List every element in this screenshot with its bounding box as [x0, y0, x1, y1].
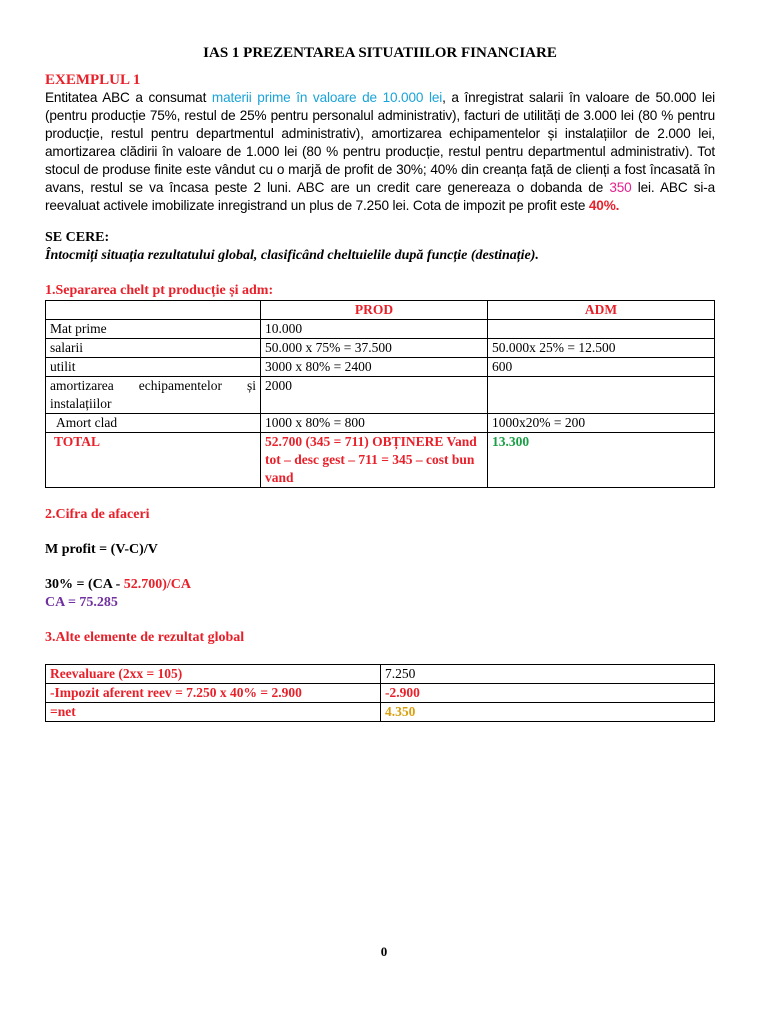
row-adm: 1000x20% = 200 — [488, 414, 715, 433]
ca-result: CA = 75.285 — [45, 595, 118, 610]
total-label: TOTAL — [46, 433, 261, 488]
header-cell-adm: ADM — [488, 301, 715, 320]
row-prod: 50.000 x 75% = 37.500 — [261, 339, 488, 358]
page-number: 0 — [380, 944, 388, 959]
net-label: =net — [46, 703, 381, 722]
row-prod: 3000 x 80% = 2400 — [261, 358, 488, 377]
global-result-table — [45, 664, 715, 722]
header-cell-prod: PROD — [261, 301, 488, 320]
total-adm: 13.300 — [488, 433, 715, 488]
row-prod: 10.000 — [261, 320, 488, 339]
net-value: 4.350 — [381, 703, 715, 722]
row-label: utilit — [46, 358, 261, 377]
table-row — [46, 703, 715, 722]
row-adm: 600 — [488, 358, 715, 377]
ca-equation — [45, 576, 715, 594]
section3-title: 3.Alte elemente de rezultat global — [45, 630, 245, 645]
row-adm — [488, 377, 715, 414]
page-title: IAS 1 PREZENTAREA SITUATIILOR FINANCIARE — [203, 45, 557, 61]
table-row — [46, 684, 715, 703]
para-highlight-red: 40%. — [588, 198, 620, 213]
para-text-3: lei. ABC si-a reevaluat activele imobilizate inregistrand un plus de 7.250 lei. Cota de impozit pe profit este — [45, 180, 715, 213]
cost-separation-table — [45, 300, 715, 488]
tax-label: -Impozit aferent reev = 7.250 x 40% = 2.900 — [46, 684, 381, 703]
problem-paragraph — [45, 89, 715, 215]
row-adm: 50.000x 25% = 12.500 — [488, 339, 715, 358]
se-cere-heading: SE CERE: — [45, 230, 110, 245]
row-adm — [488, 320, 715, 339]
para-highlight-blue: materii prime în valoare de 10.000 lei — [211, 90, 443, 105]
row-prod: 1000 x 80% = 800 — [261, 414, 488, 433]
total-row — [46, 433, 715, 488]
table-row — [46, 414, 715, 433]
table-row — [46, 358, 715, 377]
example-label: EXEMPLUL 1 — [45, 72, 141, 88]
header-cell-empty — [46, 301, 261, 320]
ca-equation-part1: 30% = (CA - — [45, 577, 124, 592]
table-row — [46, 377, 715, 414]
margin-formula: M profit = (V-C)/V — [45, 542, 158, 557]
row-label: Mat prime — [46, 320, 261, 339]
row-label: Amort clad — [46, 414, 261, 433]
table-header-row — [46, 301, 715, 320]
para-text-2: , a înregistrat salarii în valoare de 50.000 lei (pentru producție 75%, restul de 25% pentru personalul administrativ), facturi de utilități de 3.000 lei (80 % pentru producție, restul pentru departmentul administrativ), amortizarea echipamentelor și instalațiilor de 2.000 lei, amortizarea clădirii în valoare de 1.000 lei (80 % pentru producție, restul pentru departmentul administrativ). Tot stocul de produse finite este vândut cu o marjă de profit de 30%; 40% din creanța față de clienți a fost încasată în avans, restul se va încasa peste 2 luni. ABC are un credit care genereaza o dobanda de — [45, 90, 715, 195]
total-prod: 52.700 (345 = 711) OBȚINERE Vand tot – desc gest – 711 = 345 – cost bun vand — [261, 433, 488, 488]
requirement-text: Întocmiți situația rezultatului global, clasificând cheltuielile după funcție (destinație). — [45, 248, 539, 263]
para-text-1: Entitatea ABC a consumat — [45, 90, 212, 105]
ca-equation-part2: 52.700)/CA — [123, 577, 192, 592]
table-row — [46, 665, 715, 684]
tax-value: -2.900 — [381, 684, 715, 703]
para-highlight-magenta: 350 — [609, 180, 632, 195]
row-label: salarii — [46, 339, 261, 358]
reevaluation-value: 7.250 — [381, 665, 715, 684]
reevaluation-label: Reevaluare (2xx = 105) — [46, 665, 381, 684]
table-row — [46, 339, 715, 358]
section2-title: 2.Cifra de afaceri — [45, 507, 150, 522]
document-page — [45, 45, 715, 722]
row-label: amortizarea echipamentelor și instalațiilor — [46, 377, 261, 414]
table-row — [46, 320, 715, 339]
section1-title: 1.Separarea chelt pt producție și adm: — [45, 283, 274, 298]
row-prod: 2000 — [261, 377, 488, 414]
